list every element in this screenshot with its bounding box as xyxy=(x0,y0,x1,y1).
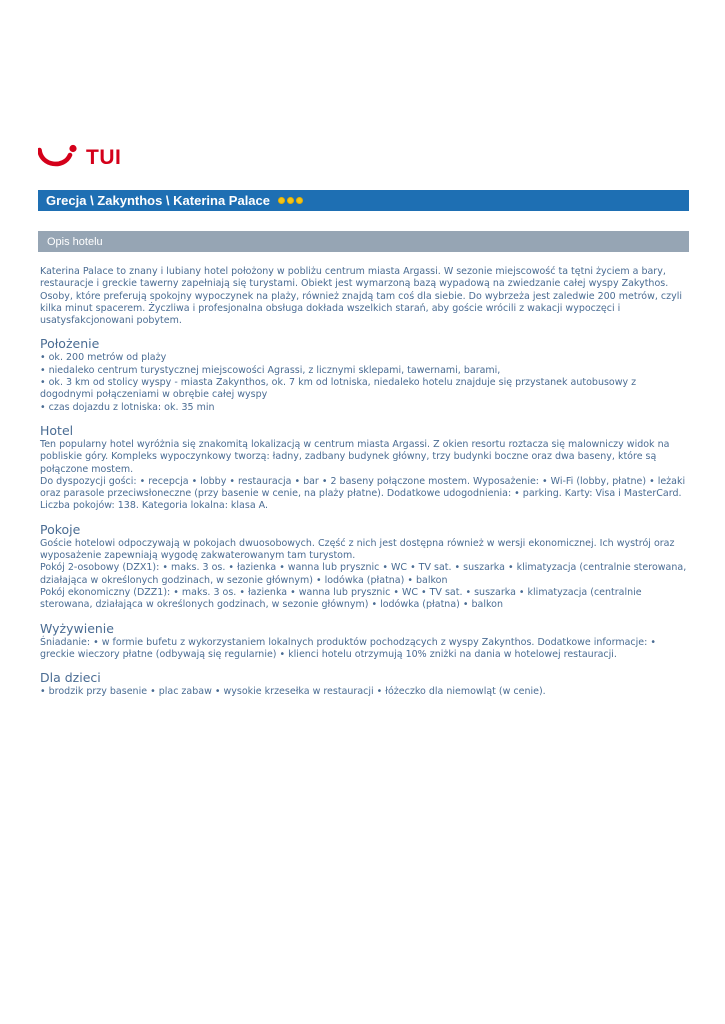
star-rating xyxy=(278,197,303,204)
tui-smile-icon xyxy=(38,144,80,170)
star-icon xyxy=(278,197,285,204)
hotel-title: Grecja \ Zakynthos \ Katerina Palace xyxy=(46,193,270,208)
star-icon xyxy=(287,197,294,204)
rooms-heading: Pokoje xyxy=(40,521,81,537)
hotel-title-bar xyxy=(38,190,689,211)
location-list xyxy=(40,352,688,413)
tui-logo xyxy=(38,144,121,170)
list-item: • czas dojazdu z lotniska: ok. 35 min xyxy=(40,402,688,414)
list-item: • niedaleko centrum turystycznej miejscowości Agrassi, z licznymi sklepami, tawernami, barami, xyxy=(40,365,688,377)
hotel-description xyxy=(40,266,688,698)
room-standard: Pokój 2-osobowy (DZX1): • maks. 3 os. • łazienka • wanna lub prysznic • WC • TV sat. • suszarka • klimatyzacja (centralnie sterowana, działająca w określonych godzinach, w sezonie głównym) • lodówka (płatna) • balkon xyxy=(40,562,687,586)
list-item: • ok. 3 km od stolicy wyspy - miasta Zakynthos, ok. 7 km od lotniska, niedaleko hotelu znajduje się przystanek autobusowy z dogodnymi połączeniami w obrębie całej wyspy xyxy=(40,377,688,402)
food-heading: Wyżywienie xyxy=(40,620,114,636)
star-icon xyxy=(296,197,303,204)
location-heading: Położenie xyxy=(40,336,100,352)
hotel-facilities: Do dyspozycji gości: • recepcja • lobby • restauracja • bar • 2 baseny połączone mostem. Wyposażenie: • Wi-Fi (lobby, płatne) • leżaki oraz parasole przeciwsłoneczne (przy basenie w cenie, na plaży płatne). Dodatkowe udogodnienia: • parking. Karty: Visa i MasterCard. Liczba pokojów: 138. Kategoria lokalna: klasa A. xyxy=(40,475,686,512)
room-economy: Pokój ekonomiczny (DZZ1): • maks. 3 os. • łazienka • wanna lub prysznic • WC • TV sat. • suszarka • klimatyzacja (centralnie sterowana, działająca w określonych godzinach, w sezonie głównym) • lodówka (płatna) • balkon xyxy=(40,586,642,611)
section-header xyxy=(38,231,689,252)
kids-heading: Dla dzieci xyxy=(40,670,101,686)
kids-paragraph: • brodzik przy basenie • plac zabaw • wysokie krzesełka w restauracji • łóżeczko dla niemowląt (w cenie). xyxy=(40,686,546,698)
hotel-heading: Hotel xyxy=(40,422,74,438)
rooms-paragraph: Goście hotelowi odpoczywają w pokojach dwuosobowych. Część z nich jest dostępna również w wersji ekonomicznej. Ich wystrój oraz wyposażenie zapewniają wygodę zakwaterowanym tam turystom. xyxy=(40,537,675,562)
list-item: • ok. 200 metrów od plaży xyxy=(40,352,688,364)
section-title: Opis hotelu xyxy=(47,235,103,248)
hotel-paragraph: Ten popularny hotel wyróżnia się znakomitą lokalizacją w centrum miasta Argassi. Z okien resortu roztacza się malowniczy widok na pobliskie góry. Kompleks wypoczynkowy tworzą: ładny, zadbany budynek główny, trzy budynki boczne oraz dwa baseny, które są połączone mostem. xyxy=(40,438,670,475)
intro-paragraph: Katerina Palace to znany i lubiany hotel położony w pobliżu centrum miasta Argassi. W sezonie miejscowość ta tętni życiem a bary, restauracje i greckie tawerny zapełniają się turystami. Obiekt jest wymarzoną bazą wypadową na zwiedzanie całej wyspy Zakythos. Osoby, które preferują spokojny wypoczynek na plaży, również znajdą tam coś dla siebie. Do wybrzeża jest zaledwie 200 metrów, czyli kilka minut spacerem. Życzliwa i profesjonalna obsługa dokłada wszelkich starań, aby goście wrócili z wakacji wypoczęci i usatysfakcjonowani pobytem. xyxy=(40,266,682,327)
food-paragraph: Śniadanie: • w formie bufetu z wykorzystaniem lokalnych produktów pochodzących z wyspy Zakynthos. Dodatkowe informacje: • greckie wieczory płatne (odbywają się regularnie) • klienci hotelu otrzymują 10% zniżki na dania w hotelowej restauracji. xyxy=(40,636,656,660)
logo-wordmark: TUI xyxy=(86,146,122,169)
